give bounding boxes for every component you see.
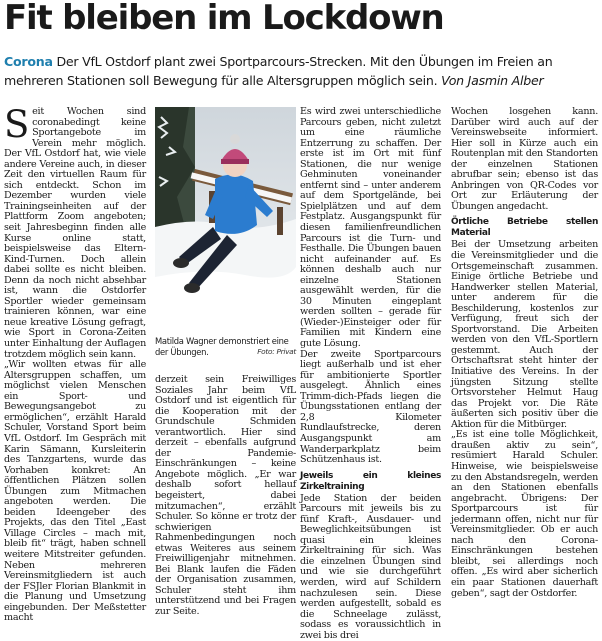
article-column-2 [155, 374, 296, 618]
photo-caption [155, 336, 296, 357]
paragraph: Der zweite Sportparcours liegt außerhalb und ist eher für ambitionierte Sportler ausgelegt. Ähnlich eines Trimm-dich-Pfads liegen die Übungsstationen entlang der 2,8 Kilometer Rundlaufstrecke, deren Ausgangspunkt am Wanderparkplatz beim Schützenhaus ist. [300, 348, 441, 466]
kicker: Corona [4, 54, 53, 69]
article-column-1 [4, 103, 146, 624]
photo-credit: Foto: Privat [257, 346, 296, 356]
paragraph: „Es ist eine tolle Möglichkeit, draußen aktiv zu sein“, resümiert Harald Schuler. Hinweise, wie beispielsweise zu den Abstandsregeln, werden an den Stationen ebenfalls angebracht. Übrigens: Der Sportparcours ist für jedermann offen, nicht nur für Vereinsmitglieder. Ob er auch nach den Corona-Einschränkungen bestehen bleibt, sei allerdings noch offen. „Es wird aber sicherlich ein paar Stationen dauerhaft geben“, sagt der Ostdorfer. [451, 429, 598, 599]
paragraph: derzeit sein Freiwilliges Soziales Jahr beim VfL Ostdorf und ist eigentlich für die Kooperation mit der Grundschule Schmiden verantwortlich. Hier sind derzeit – ebenfalls aufgrund der Pandemie-Einschränkungen – keine Angebote möglich. „Er war deshalb sofort hellauf begeistert, dabei mitzumachen“, erzählt Schuler. So könne er trotz der schwierigen Rahmenbedingungen noch etwas Weiteres aus seinem Freiwilligenjahr mitnehmen. Bei Blank laufen die Fäden der Organisation zusammen, Schuler steht ihm unterstützend und bei Fragen zur Seite. [155, 374, 296, 618]
paragraph: Bei der Umsetzung arbeiten die Vereinsmitglieder und die Ortsgemeinschaft zusammen. Einige örtliche Betriebe und Handwerker stellen Material, unter anderem für die Beschilderung, kostenlos zur Verfügung, freut sich der Sportvorstand. Die Arbeiten werden von den VfL-Sportlern gestemmt. Auch der Ortschaftsrat steht hinter der Initiative des Vereins. In der jüngsten Sitzung stellte Ortsvorsteher Helmut Haug das Projekt vor. Die Räte äußerten sich positiv über die Aktion für die Mitbürger. [451, 239, 598, 430]
teaser-text: Der VfL Ostdorf plant zwei Sportparcours-Strecken. Mit den Übungen im Freien an mehreren Stationen soll Bewegung für alle Altersgruppen möglich sein. [4, 54, 553, 88]
teaser [4, 52, 598, 90]
subheading: Örtliche Betriebe stellen Material [451, 217, 598, 239]
paragraph-text: eit Wochen sind coronabedingt keine Sportangebote im Verein mehr möglich. Der VfL Ostdorf hat, wie viele andere Vereine auch, in dieser Zeit den virtuellen Raum für sich entdeckt. Schon im Dezember wurden viele Trainingseinheiten auf der Plattform Zoom angeboten; seit Jahresbeginn finden alle Kurse online statt, beispielsweise das Eltern-Kind-Turnen. Doch allein dabei sollte es nicht bleiben. Denn da noch nicht absehbar ist, wann die Ostdorfer Sportler wieder gemeinsam trainieren können, war eine neue kreative Lösung gefragt, wie Sport in Corona-Zeiten unter Einhaltung der Auflagen trotzdem möglich sein kann. [4, 106, 146, 360]
paragraph: Wochen losgehen kann. Darüber wird auch auf der Vereinswebseite informiert. Hier soll in Kürze auch ein Routenplan mit den Standorten der einzelnen Stationen abrufbar sein; ebenso ist das Anbringen von QR-Codes vor Ort zur Erläuterung der Übungen angedacht. [451, 106, 598, 212]
article-column-3 [300, 106, 441, 641]
paragraph [4, 103, 146, 360]
caption-text: Matilda Wagner demonstriert eine der Übungen. [155, 336, 289, 357]
author-byline: Von Jasmin Alber [441, 73, 544, 88]
article-photo [155, 107, 296, 333]
paragraph: Jede Station der beiden Parcours mit jeweils bis zu fünf Kraft-, Ausdauer- und Beweglichkeitsübungen ist quasi ein kleines Zirkeltraining für sich. Was die einzelnen Übungen sind und wie sie durchgeführt werden, wird auf Schildern nachzulesen sein. Diese werden aufgestellt, sobald es die Schneelage zulässt, sodass es voraussichtlich in zwei bis drei [300, 492, 441, 641]
subheading: Jeweils ein kleines Zirkeltraining [300, 470, 441, 492]
paragraph: „Wir wollten etwas für alle Altersgruppen schaffen, um möglichst vielen Menschen ein Sport- und Bewegungsangebot zu ermöglichen“, erzählt Harald Schuler, Vorstand Sport beim VfL Ostdorf. Im Gespräch mit Karin Sämann, Kursleiterin des Tanzgartens, wurde das Vorhaben konkret: An öffentlichen Plätzen sollen Übungen zum Mitmachen angeboten werden. Die beiden Ideengeber des Projekts, das den Titel „East Village Circles – mach mit, bleib fit“ trägt, haben schnell weitere Mitstreiter gefunden. Neben mehreren Vereinsmitgliedern ist auch der FSJler Florian Blankmit in die Planung und Umsetzung eingebunden. Der Meßstetter macht [4, 359, 146, 624]
drop-cap: S [4, 103, 30, 146]
article-column-4 [451, 106, 598, 599]
girl-in-snow-illustration [155, 107, 296, 333]
headline: Fit bleiben im Lockdown [4, 0, 444, 38]
paragraph: Es wird zwei unterschiedliche Parcours geben, nicht zuletzt um eine räumliche Entzerrung zu schaffen. Der erste ist im Ort mit fünf Stationen, die nur wenige Gehminuten voneinander entfernt sind – unter anderem auf dem Sportgelände, bei Spielplätzen und auf dem Festplatz. Ausgangspunkt für diesen familienfreundlichen Parcours ist die Turn- und Festhalle. Die Übungen bauen nicht aufeinander auf. Es können deshalb auch nur einzelne Stationen ausgewählt werden, für die 30 Minuten eingeplant werden sollten – gerade für (Wieder-)Einsteiger oder für Familien mit Kindern eine gute Lösung. [300, 106, 441, 350]
